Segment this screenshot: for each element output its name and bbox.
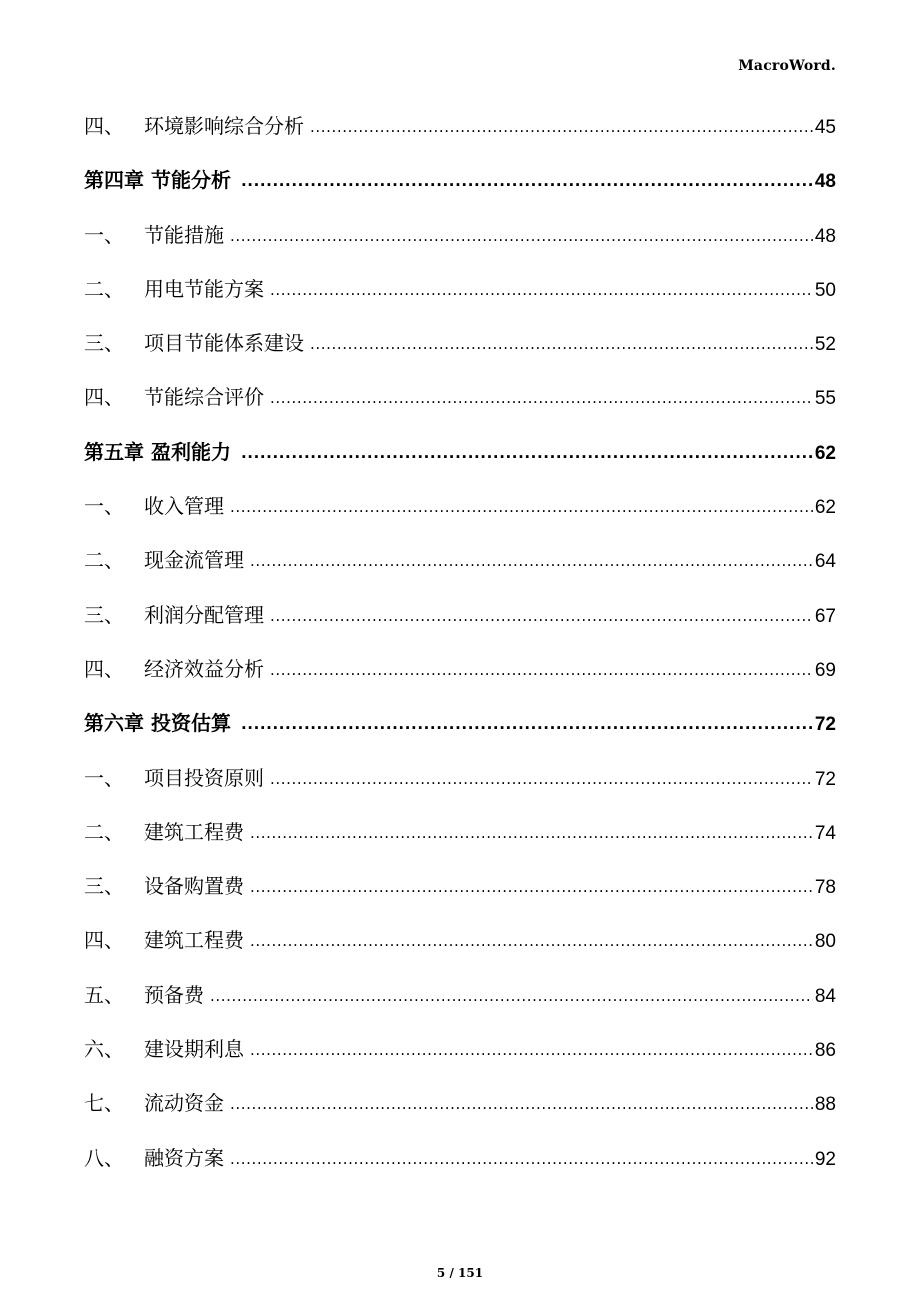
toc-entry-page-number: 92 (814, 1148, 836, 1170)
toc-entry-page-number: 67 (814, 605, 836, 627)
toc-entry-page-number: 78 (814, 877, 836, 899)
toc-entry-page-number: 50 (814, 279, 836, 301)
toc-entry-number: 三、 (84, 874, 124, 899)
toc-section-entry[interactable] (84, 968, 836, 1022)
toc-entry-number: 五、 (84, 982, 124, 1007)
toc-chapter-entry[interactable] (84, 153, 836, 207)
toc-entry-title: 流动资金 (144, 1091, 224, 1116)
toc-dot-leader (230, 1132, 813, 1186)
toc-dot-leader (230, 480, 813, 534)
toc-entry-number: 一、 (84, 222, 124, 247)
toc-entry-page-number: 48 (814, 171, 836, 193)
toc-section-entry[interactable] (84, 262, 836, 316)
toc-dot-leader (250, 914, 813, 968)
toc-entry-title: 节能措施 (144, 222, 224, 247)
toc-entry-number: 三、 (84, 602, 124, 627)
toc-entry-title: 利润分配管理 (144, 602, 264, 627)
toc-entry-number: 七、 (84, 1091, 124, 1116)
toc-entry-page-number: 72 (814, 768, 836, 790)
toc-section-entry[interactable] (84, 99, 836, 153)
toc-section-entry[interactable] (84, 642, 836, 696)
toc-entry-number: 二、 (84, 276, 124, 301)
toc-section-entry[interactable] (84, 588, 836, 642)
toc-entry-page-number: 62 (814, 442, 836, 464)
toc-entry-title: 经济效益分析 (144, 656, 264, 681)
toc-section-entry[interactable] (84, 913, 836, 967)
toc-section-entry[interactable] (84, 316, 836, 370)
toc-entry-title: 建筑工程费 (144, 928, 244, 953)
toc-entry-number: 八、 (84, 1145, 124, 1170)
toc-entry-title: 用电节能方案 (144, 276, 264, 301)
toc-section-entry[interactable] (84, 1076, 836, 1130)
toc-section-entry[interactable] (84, 751, 836, 805)
toc-dot-leader (310, 100, 813, 154)
toc-chapter-entry[interactable] (84, 696, 836, 750)
toc-entry-number: 三、 (84, 331, 124, 356)
toc-entry-number: 一、 (84, 494, 124, 519)
toc-dot-leader (210, 969, 813, 1023)
toc-entry-title: 项目节能体系建设 (144, 331, 304, 356)
toc-dot-leader (270, 263, 813, 317)
toc-entry-page-number: 69 (814, 659, 836, 681)
toc-entry-title: 融资方案 (144, 1145, 224, 1170)
table-of-contents (84, 99, 836, 1185)
toc-entry-number: 四、 (84, 656, 124, 681)
toc-entry-title: 收入管理 (144, 494, 224, 519)
toc-entry-page-number: 88 (814, 1094, 836, 1116)
toc-entry-title: 第五章 盈利能力 (84, 439, 231, 464)
toc-dot-leader (230, 1077, 813, 1131)
page-number-footer: 5 / 151 (436, 1266, 484, 1280)
toc-entry-title: 项目投资原则 (144, 765, 264, 790)
toc-entry-page-number: 55 (814, 388, 836, 410)
toc-section-entry[interactable] (84, 1131, 836, 1185)
toc-dot-leader (270, 589, 813, 643)
toc-entry-title: 第四章 节能分析 (84, 168, 231, 193)
toc-dot-leader (250, 534, 813, 588)
toc-section-entry[interactable] (84, 208, 836, 262)
toc-entry-page-number: 72 (814, 714, 836, 736)
toc-entry-number: 二、 (84, 548, 124, 573)
toc-entry-title: 建筑工程费 (144, 819, 244, 844)
toc-dot-leader (270, 371, 813, 425)
toc-entry-title: 节能综合评价 (144, 385, 264, 410)
toc-entry-page-number: 48 (814, 225, 836, 247)
toc-dot-leader (241, 426, 813, 480)
toc-dot-leader (241, 154, 813, 208)
toc-entry-number: 四、 (84, 114, 124, 138)
toc-entry-title: 预备费 (144, 982, 204, 1007)
toc-dot-leader (310, 317, 813, 371)
toc-entry-page-number: 74 (814, 822, 836, 844)
toc-section-entry[interactable] (84, 479, 836, 533)
toc-entry-page-number: 52 (814, 334, 836, 356)
toc-section-entry[interactable] (84, 805, 836, 859)
toc-entry-title: 建设期利息 (144, 1037, 244, 1062)
toc-dot-leader (270, 752, 813, 806)
toc-section-entry[interactable] (84, 370, 836, 424)
toc-entry-page-number: 62 (814, 497, 836, 519)
toc-dot-leader (270, 643, 813, 697)
toc-chapter-entry[interactable] (84, 425, 836, 479)
toc-section-entry[interactable] (84, 533, 836, 587)
toc-entry-title: 环境影响综合分析 (144, 114, 304, 138)
toc-entry-page-number: 84 (814, 985, 836, 1007)
toc-entry-page-number: 64 (814, 551, 836, 573)
toc-entry-page-number: 86 (814, 1040, 836, 1062)
toc-dot-leader (250, 806, 813, 860)
toc-section-entry[interactable] (84, 859, 836, 913)
toc-entry-number: 一、 (84, 765, 124, 790)
document-header-brand: MacroWord. (738, 58, 836, 74)
toc-entry-title: 现金流管理 (144, 548, 244, 573)
toc-dot-leader (230, 209, 813, 263)
toc-entry-title: 第六章 投资估算 (84, 711, 231, 736)
toc-entry-page-number: 45 (814, 117, 836, 138)
toc-entry-number: 四、 (84, 928, 124, 953)
toc-entry-title: 设备购置费 (144, 874, 244, 899)
toc-dot-leader (241, 697, 813, 751)
toc-dot-leader (250, 1023, 813, 1077)
toc-entry-number: 四、 (84, 385, 124, 410)
toc-entry-number: 六、 (84, 1037, 124, 1062)
toc-entry-number: 二、 (84, 819, 124, 844)
toc-dot-leader (250, 860, 813, 914)
toc-entry-page-number: 80 (814, 931, 836, 953)
toc-section-entry[interactable] (84, 1022, 836, 1076)
